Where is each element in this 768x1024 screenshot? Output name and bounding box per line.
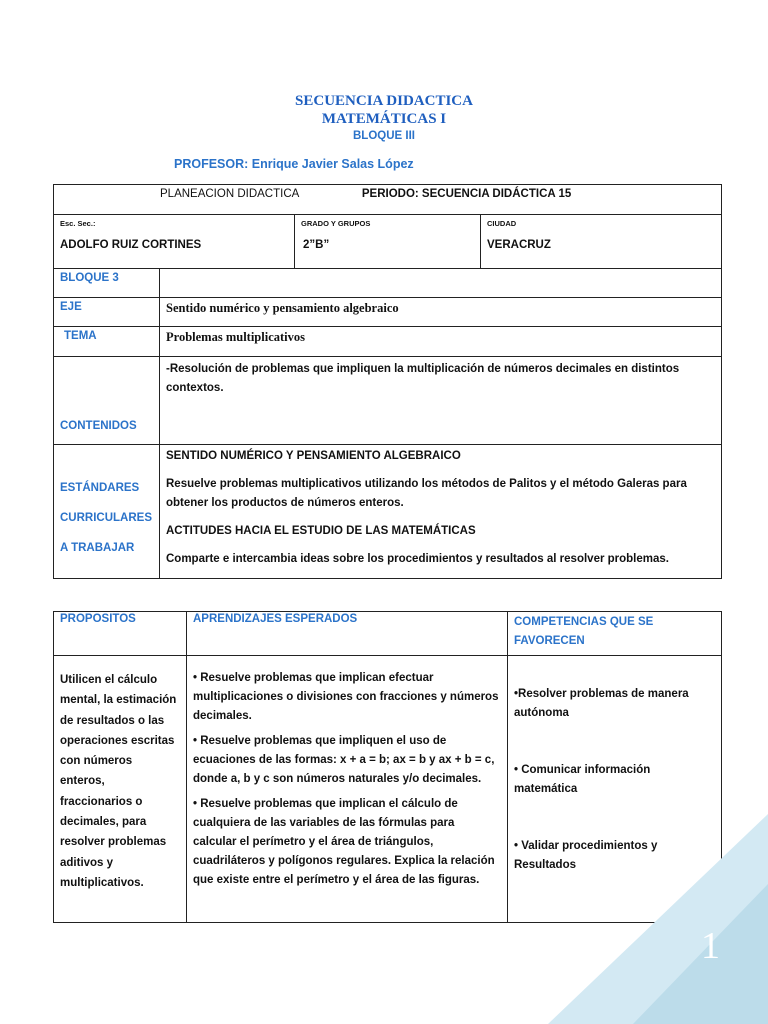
- competencia-2: • Comunicar información matemática: [514, 764, 651, 795]
- city-label: CIUDAD: [487, 219, 517, 228]
- estandares-label-2: CURRICULARES: [60, 512, 152, 524]
- eje-row: [54, 298, 722, 327]
- estandares-row: [54, 445, 722, 579]
- school-value: ADOLFO RUIZ CORTINES: [60, 239, 202, 251]
- aprendizaje-2: • Resuelve problemas que impliquen el uso de ecuaciones de las formas: x + a = b; ax = b y ax + b = c, donde a, b y c son números naturales y/o decimales.: [193, 735, 495, 785]
- propositos-header: PROPOSITOS: [54, 612, 187, 656]
- contenidos-row: [54, 357, 722, 445]
- estandar-heading-1: SENTIDO NUMÉRICO Y PENSAMIENTO ALGEBRAICO: [166, 450, 461, 462]
- estandares-label-1: ESTÁNDARES: [60, 482, 140, 494]
- aprendizajes-header: APRENDIZAJES ESPERADOS: [187, 612, 508, 656]
- eje-label: EJE: [54, 298, 160, 327]
- school-row: [54, 215, 722, 269]
- aprendizaje-3: • Resuelve problemas que implican el cálculo de cualquiera de las variables de las fórmulas para calcular el perímetro y el área de triángulos, cuadriláteros y polígonos regulares. Explica la relación que existe entre el perímetro y el área de las figuras.: [193, 798, 495, 886]
- aprendizaje-1: • Resuelve problemas que implican efectuar multiplicaciones o divisiones con fracciones y números decimales.: [193, 672, 499, 722]
- estandar-text-1: Resuelve problemas multiplicativos utilizando los métodos de Palitos y el método Galeras para obtener los productos de números enteros.: [166, 478, 687, 509]
- contenidos-label: CONTENIDOS: [54, 357, 160, 445]
- title-line-1: SECUENCIA DIDACTICA: [295, 93, 473, 109]
- document-title: [0, 92, 768, 145]
- competencia-1: •Resolver problemas de manera autónoma: [514, 688, 689, 719]
- school-label: Esc. Sec.:: [60, 219, 96, 228]
- profesor-label: PROFESOR: Enrique Javier Salas López: [174, 157, 414, 171]
- proposito-text: Utilicen el cálculo mental, la estimación de resultados o las operaciones escritas con números enteros, fraccionarios o decimales, para resolver problemas aditivos y multiplicativos.: [54, 656, 187, 923]
- title-line-3: BLOQUE III: [353, 130, 415, 142]
- grade-label: GRADO Y GRUPOS: [301, 219, 371, 228]
- page-number: 1: [701, 925, 720, 967]
- bloque-label: BLOQUE 3: [54, 269, 160, 298]
- competencia-3: • Validar procedimientos y Resultados: [514, 840, 658, 871]
- estandares-label-3: A TRABAJAR: [60, 542, 135, 554]
- propositos-header-row: [54, 612, 722, 656]
- contenidos-value: -Resolución de problemas que impliquen la multiplicación de números decimales en distintos contextos.: [160, 357, 722, 445]
- eje-value: Sentido numérico y pensamiento algebraico: [160, 298, 722, 327]
- planeacion-table: [53, 184, 722, 579]
- grade-value: 2”B”: [303, 239, 330, 251]
- corner-triangles: [538, 814, 768, 1024]
- bloque-row: [54, 269, 722, 298]
- competencias-header: COMPETENCIAS QUE SE FAVORECEN: [508, 612, 722, 656]
- title-line-2: MATEMÁTICAS I: [321, 111, 447, 127]
- tema-label: TEMA: [54, 327, 160, 357]
- tema-value: Problemas multiplicativos: [160, 327, 722, 357]
- planeacion-heading: PLANEACION DIDACTICA: [160, 188, 299, 200]
- estandar-heading-2: ACTITUDES HACIA EL ESTUDIO DE LAS MATEMÁTICAS: [166, 525, 476, 537]
- planeacion-heading-row: [54, 185, 722, 215]
- estandar-text-2: Comparte e intercambia ideas sobre los procedimientos y resultados al resolver problemas.: [166, 553, 669, 565]
- tema-row: [54, 327, 722, 357]
- corner-decoration: [538, 814, 768, 1024]
- city-value: VERACRUZ: [487, 239, 551, 251]
- periodo-heading: PERIODO: SECUENCIA DIDÁCTICA 15: [361, 188, 572, 200]
